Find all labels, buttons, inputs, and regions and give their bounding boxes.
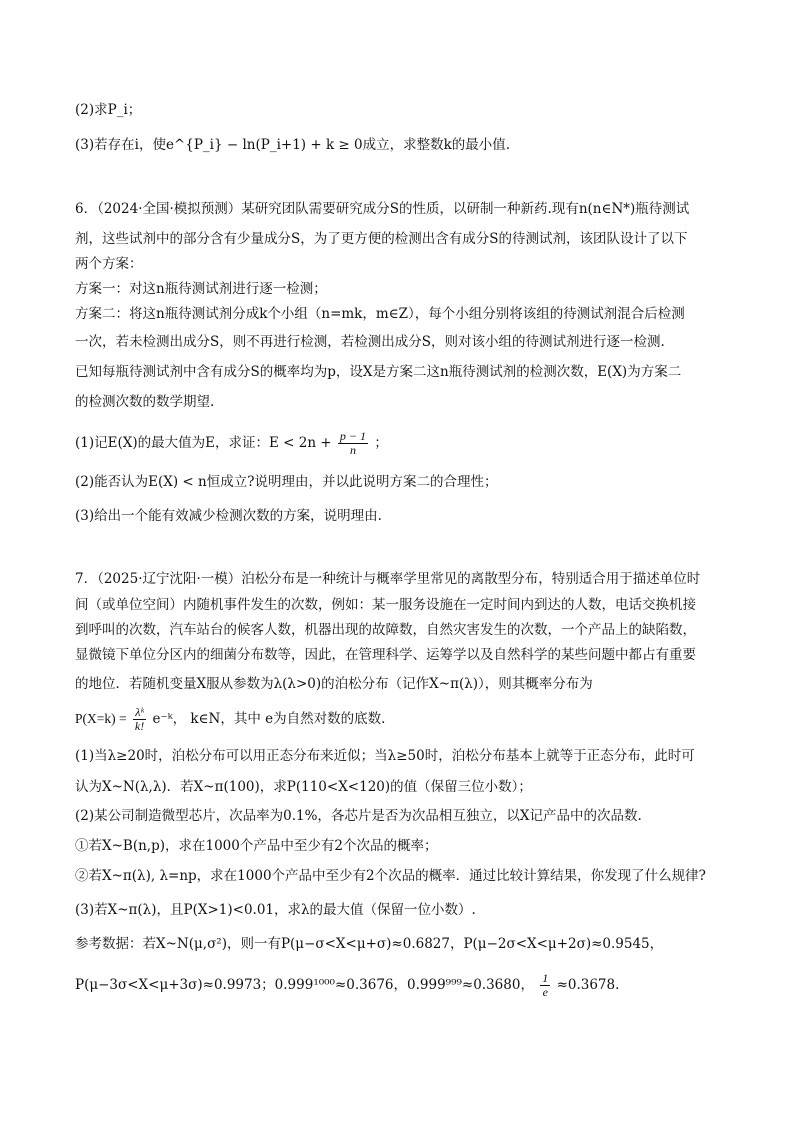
problem-6-line-5: 方案二：将这n瓶待测试剂分成k个小组（n=mk，m∈Z），每个小组分别将该组的待测试剂混合后检测 bbox=[75, 306, 685, 322]
poisson-formula-right: e⁻ᵏ， k∈N，其中 e为自然对数的底数. bbox=[152, 711, 386, 727]
prev-question-3: (3)若存在i，使e^{P_i} − ln(P_i+1) + k ≥ 0成立，求整数k的最小值. bbox=[75, 137, 511, 153]
problem-7-line-4: 显微镜下单位分区内的细菌分布数等，因此，在管理科学、运筹学以及自然科学的某些问题中都占有重要 bbox=[75, 647, 696, 663]
problem-6-line-1: 6．（2024·全国·模拟预测）某研究团队需要研究成分S的性质，以研制一种新药.现有n(n∈N*)瓶待测试 bbox=[75, 201, 690, 217]
problem-7-line-3: 到呼叫的次数，汽车站台的候客人数，机器出现的故障数，自然灾害发生的次数，一个产品上的缺陷数， bbox=[75, 622, 696, 638]
p6-q1-numerator: p − 1 bbox=[339, 429, 367, 443]
problem-6-line-8: 的检测次数的数学期望. bbox=[75, 394, 215, 410]
problem-6-line-7: 已知每瓶待测试剂中含有成分S的概率均为p，设X是方案二这n瓶待测试剂的检测次数，E(X)为方案二 bbox=[75, 364, 682, 380]
problem-7-question-2: (2)某公司制造微型芯片，次品率为0.1%，各芯片是否为次品相互独立，以X记产品中的次品数. bbox=[75, 808, 642, 824]
reference-data-end: ≈0.3678. bbox=[556, 977, 620, 993]
problem-7-question-2b: ②若X~π(λ), λ=np，求在1000个产品中至少有2个次品的概率．通过比较计算结果，你发现了什么规律? bbox=[75, 868, 706, 884]
reference-data-text: P(μ−3σ<X<μ+3σ)≈0.9973；0.999¹⁰⁰⁰≈0.3676，0.999⁹⁹⁹≈0.3680， bbox=[75, 977, 534, 993]
prev-question-2: (2)求P_i； bbox=[75, 102, 142, 118]
reference-data-line-2 bbox=[75, 972, 735, 999]
problem-6-line-2: 剂，这些试剂中的部分含有少量成分S，为了更方便的检测出含有成分S的待测试剂，该团队设计了以下 bbox=[75, 231, 688, 247]
problem-7-question-3: (3)若X~π(λ)，且P(X>1)<0.01，求λ的最大值（保留一位小数）. bbox=[75, 902, 476, 918]
p6-q1-text: (1)记E(X)的最大值为E，求证：E < 2n + bbox=[75, 435, 332, 451]
reference-data-line-1: 参考数据：若X~N(μ,σ²)，则一有P(μ−σ<X<μ+σ)≈0.6827，P(μ−2σ<X<μ+2σ)≈0.9545， bbox=[75, 936, 664, 952]
one-over-e-fraction bbox=[540, 972, 550, 999]
one-over-e-numerator: 1 bbox=[542, 971, 549, 985]
poisson-numerator: λᵏ bbox=[133, 706, 146, 720]
problem-6-line-3: 两个方案： bbox=[75, 256, 143, 272]
p6-q1-end: ； bbox=[374, 435, 388, 451]
problem-7-question-2a: ①若X~B(n,p)，求在1000个产品中至少有2个次品的概率； bbox=[75, 838, 438, 854]
poisson-formula-left: P(X=k) = bbox=[75, 711, 127, 726]
problem-6-line-6: 一次，若未检测出成分S，则不再进行检测，若检测出成分S，则对该小组的待测试剂进行逐一检测. bbox=[75, 334, 665, 350]
problem-7-question-1a: (1)当λ≥20时，泊松分布可以用正态分布来近似；当λ≥50时，泊松分布基本上就等于正态分布，此时可 bbox=[75, 748, 695, 764]
problem-6-question-2: (2)能否认为E(X) < n恒成立?说明理由，并以此说明方案二的合理性； bbox=[75, 474, 498, 490]
p6-q1-denominator: n bbox=[349, 443, 356, 457]
problem-7-line-5: 的地位．若随机变量X服从参数为λ(λ>0)的泊松分布（记作X~π(λ)），则其概率分布为 bbox=[75, 676, 593, 692]
problem-6-question-1 bbox=[75, 430, 735, 457]
poisson-denominator: k! bbox=[134, 719, 145, 733]
problem-7-question-1b: 认为X~N(λ,λ)．若X~π(100)，求P(110<X<120)的值（保留三位小数）； bbox=[75, 779, 532, 795]
problem-7-line-2: 间（或单位空间）内随机事件发生的次数，例如：某一服务设施在一定时间内到达的人数，电话交换机接 bbox=[75, 597, 696, 613]
problem-7-line-1: 7．（2025·辽宁沈阳·一模）泊松分布是一种统计与概率学里常见的离散型分布，特别适合用于描述单位时 bbox=[75, 571, 701, 587]
problem-7-formula bbox=[75, 706, 735, 733]
problem-6-question-3: (3)给出一个能有效减少检测次数的方案，说明理由. bbox=[75, 508, 382, 524]
problem-6-line-4: 方案一：对这n瓶待测试剂进行逐一检测； bbox=[75, 281, 327, 297]
one-over-e-denominator: e bbox=[542, 985, 548, 999]
p6-q1-fraction bbox=[338, 430, 368, 457]
poisson-fraction bbox=[133, 706, 146, 733]
